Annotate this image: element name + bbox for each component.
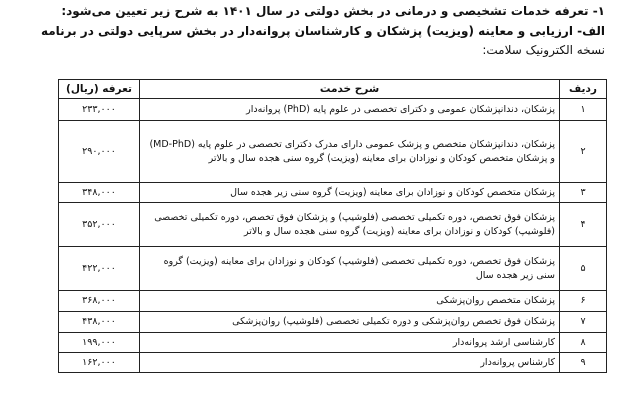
table-row [59, 183, 607, 203]
fee-amount: ۲۹۰,۰۰۰ [59, 121, 140, 183]
fee-amount: ۲۳۳,۰۰۰ [59, 99, 140, 121]
subsection-heading-continued: نسخه الکترونیک سلامت: [482, 43, 605, 57]
service-description: پزشکان فوق تخصص روان‌پزشکی و دوره تکمیلی تخصصی (فلوشیپ) روان‌پزشکی [140, 312, 560, 333]
row-number: ۷ [560, 312, 607, 333]
table-row [59, 203, 607, 247]
table-row [59, 121, 607, 183]
table-row [59, 353, 607, 373]
table-row [59, 312, 607, 333]
table-row [59, 99, 607, 121]
table-row [59, 247, 607, 291]
service-description: کارشناسی ارشد پروانه‌دار [140, 333, 560, 353]
table-header-row [59, 80, 607, 99]
service-description: پزشکان فوق تخصص، دوره تکمیلی تخصصی (فلوشیپ) کودکان و نوزادان برای معاینه (ویزیت) گروه سنی زیر هجده سال [140, 247, 560, 291]
row-number: ۱ [560, 99, 607, 121]
service-description: پزشکان فوق تخصص، دوره تکمیلی تخصصی (فلوشیپ) و پزشکان فوق تخصص، دوره تکمیلی تخصصی (فلوشیپ) کودکان و نوزادان برای معاینه (ویزیت) گروه سنی هجده سال و بالاتر [140, 203, 560, 247]
service-description: کارشناس پروانه‌دار [140, 353, 560, 373]
fee-amount: ۳۶۸,۰۰۰ [59, 291, 140, 312]
column-header-fee: تعرفه (ریال) [59, 80, 140, 99]
table-row [59, 333, 607, 353]
fee-table [58, 79, 607, 373]
column-header-row-number: ردیف [560, 80, 607, 99]
row-number: ۶ [560, 291, 607, 312]
row-number: ۹ [560, 353, 607, 373]
fee-amount: ۴۲۲,۰۰۰ [59, 247, 140, 291]
row-number: ۲ [560, 121, 607, 183]
row-number: ۳ [560, 183, 607, 203]
service-description: پزشکان متخصص کودکان و نوزادان برای معاینه (ویزیت) گروه سنی زیر هجده سال [140, 183, 560, 203]
fee-amount: ۴۳۸,۰۰۰ [59, 312, 140, 333]
fee-amount: ۱۹۹,۰۰۰ [59, 333, 140, 353]
service-description: پزشکان متخصص روان‌پزشکی [140, 291, 560, 312]
row-number: ۵ [560, 247, 607, 291]
table-row [59, 291, 607, 312]
section-heading: ۱- تعرفه خدمات تشخیصی و درمانی در بخش دولتی در سال ۱۴۰۱ به شرح زیر تعیین می‌شود: [61, 4, 605, 18]
fee-amount: ۳۴۸,۰۰۰ [59, 183, 140, 203]
row-number: ۸ [560, 333, 607, 353]
service-description: پزشکان، دندانپزشکان عمومی و دکترای تخصصی در علوم پایه (PhD) پروانه‌دار [140, 99, 560, 121]
column-header-description: شرح خدمت [140, 80, 560, 99]
subsection-heading: الف- ارزیابی و معاینه (ویزیت) پزشکان و کارشناسان پروانه‌دار در بخش سرپایی دولتی در برنامه [40, 24, 605, 38]
service-description: پزشکان، دندانپزشکان متخصص و پزشک عمومی دارای مدرک دکترای تخصصی در علوم پایه (MD-PhD) و پزشکان متخصص کودکان و نوزادان برای معاینه (ویزیت) گروه سنی هجده سال و بالاتر [140, 121, 560, 183]
fee-amount: ۱۶۲,۰۰۰ [59, 353, 140, 373]
fee-amount: ۳۵۲,۰۰۰ [59, 203, 140, 247]
row-number: ۴ [560, 203, 607, 247]
